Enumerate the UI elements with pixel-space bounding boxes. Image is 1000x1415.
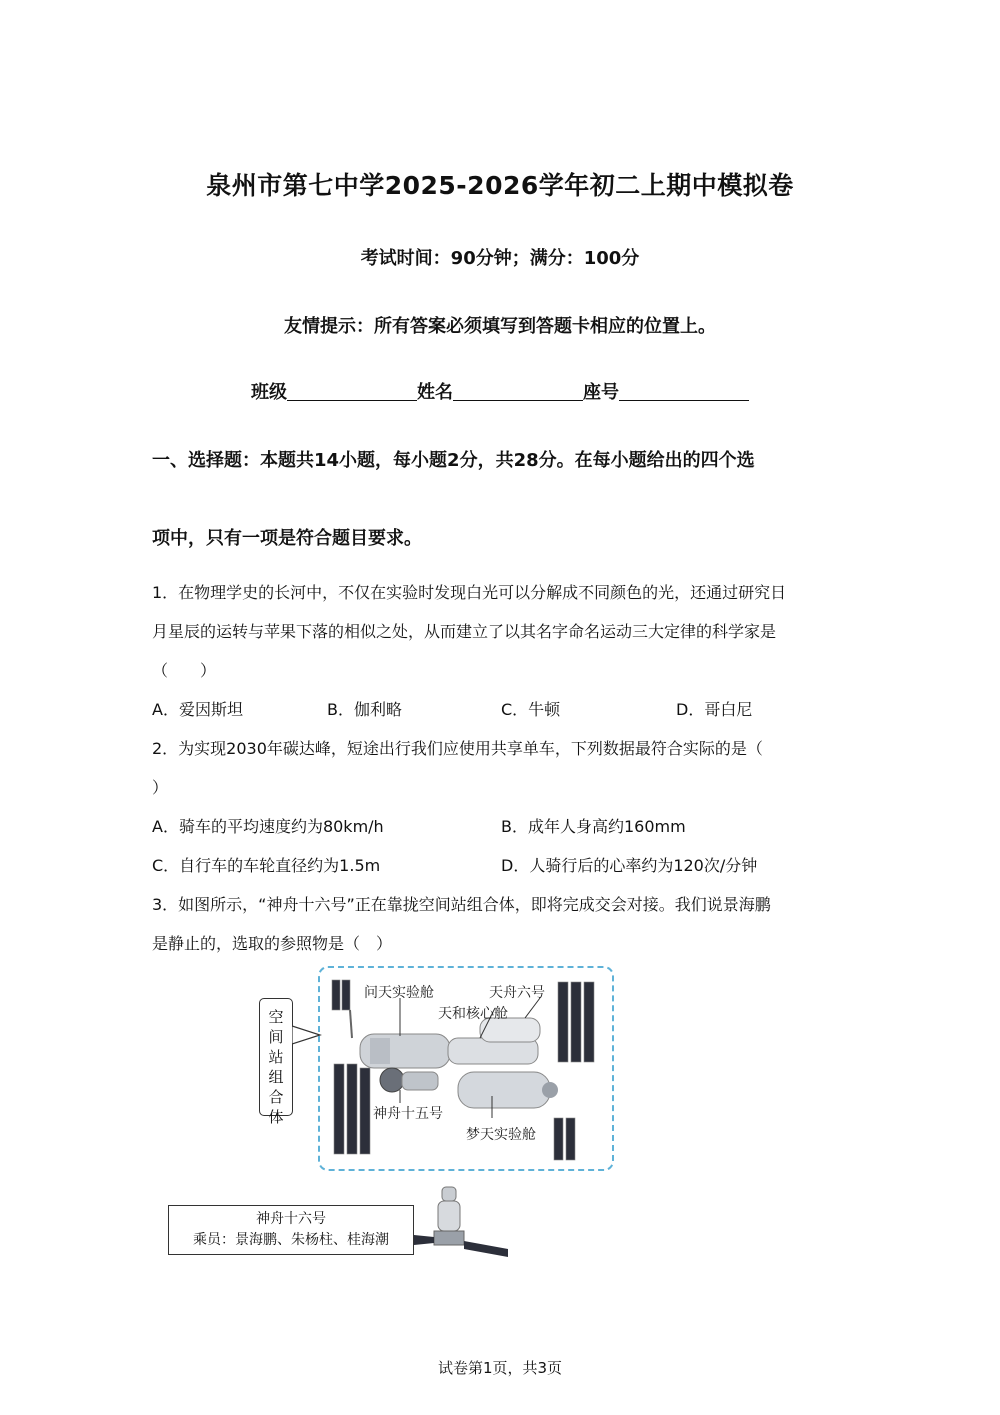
side-label-char: 合 (268, 1088, 284, 1106)
label-tianhe: 天和核心舱 (438, 1006, 508, 1022)
class-blank[interactable] (287, 382, 417, 401)
q2-option-a[interactable]: A．骑车的平均速度约为80km/h (152, 817, 384, 836)
side-label-char: 站 (268, 1048, 284, 1066)
seat-label: 座号 (583, 382, 619, 403)
section-heading-line2: 项中，只有一项是符合题目要求。 (152, 528, 422, 549)
solar-panel (554, 982, 594, 1160)
tip-text: 友情提示：所有答案必须填写到答题卡相应的位置上。 (284, 316, 716, 337)
exam-info: 考试时间：90分钟；满分：100分 (360, 248, 640, 269)
name-blank[interactable] (453, 382, 583, 401)
name-label: 姓名 (417, 382, 453, 403)
crew-names: 乘员：景海鹏、朱杨柱、桂海潮 (193, 1232, 389, 1248)
q1-line1: 1．在物理学史的长河中，不仅在实验时发现白光可以分解成不同颜色的光，还通过研究日 (152, 583, 787, 602)
student-info-row (0, 378, 1000, 404)
mengtian-module (458, 1072, 558, 1108)
crew-title: 神舟十六号 (256, 1211, 326, 1227)
wentian-module (360, 1034, 450, 1068)
shenzhou16-spacecraft (412, 1183, 512, 1263)
section-heading-line1: 一、选择题：本题共14小题，每小题2分，共28分。在每小题给出的四个选 (152, 450, 755, 471)
solar-panel (332, 980, 370, 1154)
q1-option-c[interactable]: C．牛顿 (501, 700, 561, 719)
space-station-side-label (259, 998, 293, 1126)
q3-line2: 是静止的，选取的参照物是（ ） (152, 934, 393, 953)
side-label-char: 空 (268, 1008, 284, 1026)
q1-option-d[interactable]: D．哥白尼 (676, 700, 753, 719)
shenzhou15-module (380, 1068, 438, 1092)
class-label: 班级 (251, 382, 287, 403)
q2-option-b[interactable]: B．成年人身高约160mm (501, 817, 686, 836)
label-tianzhou: 天舟六号 (489, 985, 545, 1001)
q1-option-b[interactable]: B．伽利略 (327, 700, 402, 719)
label-wentian: 问天实验舱 (364, 985, 434, 1001)
q1-line2: 月星辰的运转与苹果下落的相似之处，从而建立了以其名字命名运动三大定律的科学家是 (152, 622, 777, 641)
crew-info-box (168, 1205, 414, 1255)
seat-blank[interactable] (619, 382, 749, 401)
q2-option-c[interactable]: C．自行车的车轮直径约为1.5m (152, 856, 381, 875)
side-label-char: 组 (268, 1068, 284, 1086)
side-label-char: 体 (268, 1108, 284, 1126)
q3-line1: 3．如图所示，“神舟十六号”正在靠拢空间站组合体，即将完成交会对接。我们说景海鹏 (152, 895, 771, 914)
page-title: 泉州市第七中学2025-2026学年初二上期中模拟卷 (206, 171, 794, 200)
q2-line1: 2．为实现2030年碳达峰，短途出行我们应使用共享单车，下列数据最符合实际的是（ (152, 739, 763, 758)
label-shenzhou15: 神舟十五号 (373, 1106, 443, 1122)
q1-line3: （ ） (152, 661, 217, 680)
q2-option-d[interactable]: D．人骑行后的心率约为120次/分钟 (501, 856, 758, 875)
page-footer: 试卷第1页，共3页 (437, 1359, 563, 1377)
q1-option-a[interactable]: A．爱因斯坦 (152, 700, 243, 719)
side-label-char: 间 (268, 1028, 284, 1046)
q2-line2: ） (152, 778, 169, 797)
label-mengtian: 梦天实验舱 (466, 1127, 536, 1143)
